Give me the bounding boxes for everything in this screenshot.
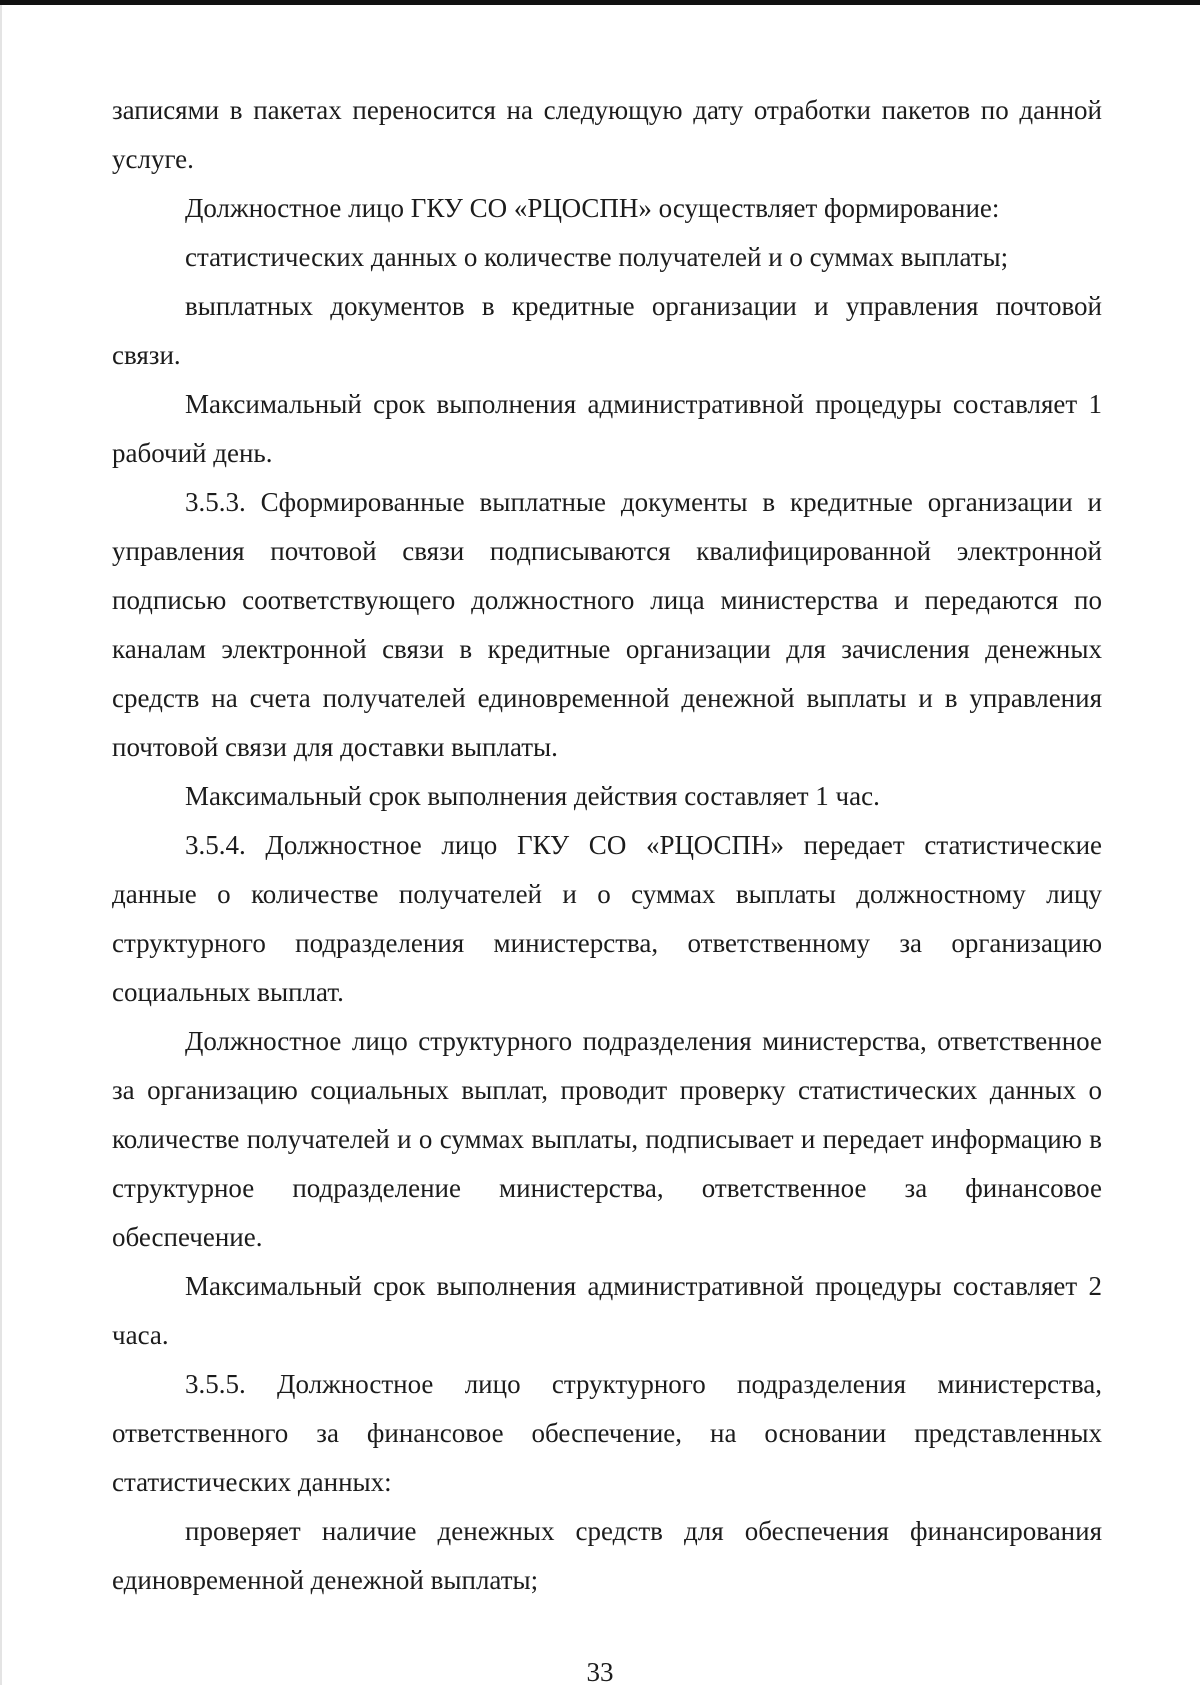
paragraph-funds-check: проверяет наличие денежных средств для обеспечения финансирования единовременной денежной выплаты; [112,1516,1102,1595]
paragraph-statistical-data-item: статистических данных о количестве получателей и о суммах выплаты; [185,242,1009,272]
paragraph-section-3-5-5: 3.5.5. Должностное лицо структурного подразделения министерства, ответственного за финансовое обеспечение, на основании представленных статистических данных: [112,1369,1102,1497]
scan-border-left [0,5,2,1685]
paragraph-continuation: записями в пакетах переносится на следующую дату отработки пакетов по данной услуге. [112,95,1102,174]
paragraph-payment-documents-item: выплатных документов в кредитные организации и управления почтовой связи. [112,291,1102,370]
paragraph-section-3-5-3: 3.5.3. Сформированные выплатные документы в кредитные организации и управления почтовой связи подписываются квалифицированной электронной подписью соответствующего должностного лица министерства и передаются по каналам электронной связи в кредитные организации для зачисления денежных средств на счета получателей единовременной денежной выплаты и в управления почтовой связи для доставки выплаты. [112,487,1102,762]
paragraph-social-payments-check: Должностное лицо структурного подразделения министерства, ответственное за организацию социальных выплат, проводит проверку статистических данных о количестве получателей и о суммах выплаты, подписывает и передает информацию в структурное подразделение министерства, ответственное за финансовое обеспечение. [112,1026,1102,1252]
scan-border-top [0,0,1200,5]
document-page [112,86,1102,1605]
paragraph-section-3-5-4: 3.5.4. Должностное лицо ГКУ СО «РЦОСПН» передает статистические данные о количестве получателей и о суммах выплаты должностному лицу структурного подразделения министерства, ответственному за организацию социальных выплат. [112,830,1102,1007]
paragraph-formation-intro: Должностное лицо ГКУ СО «РЦОСПН» осуществляет формирование: [185,193,1000,223]
paragraph-max-term-2-hours: Максимальный срок выполнения административной процедуры составляет 2 часа. [112,1271,1102,1350]
paragraph-max-term-1-day: Максимальный срок выполнения административной процедуры составляет 1 рабочий день. [112,389,1102,468]
paragraph-max-term-1-hour: Максимальный срок выполнения действия составляет 1 час. [185,781,880,811]
page-number: 33 [586,1657,614,1687]
